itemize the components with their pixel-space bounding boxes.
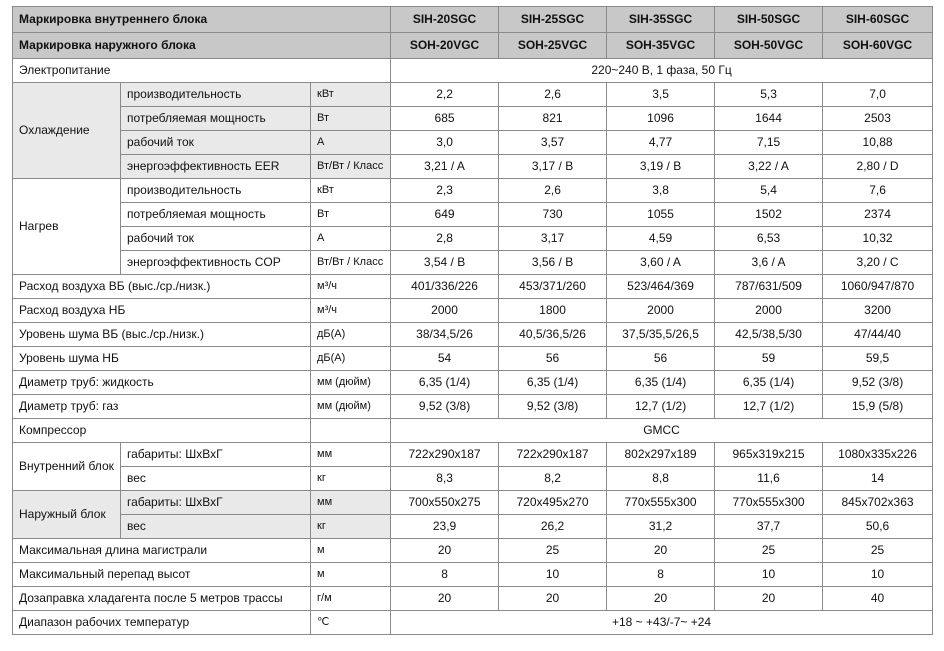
table-row (13, 371, 933, 395)
header-row (13, 33, 933, 59)
value-cell: 37,7 (715, 515, 823, 539)
value-cell: 8,3 (391, 467, 499, 491)
unit-cell: ℃ (311, 611, 391, 635)
value-cell: 10 (715, 563, 823, 587)
indoor-row (13, 443, 933, 467)
param-name: потребляемая мощность (121, 107, 311, 131)
value-cell: 2,3 (391, 179, 499, 203)
model-cell: SOH-50VGC (715, 33, 823, 59)
row-label: Диапазон рабочих температур (13, 611, 311, 635)
model-cell: SOH-35VGC (607, 33, 715, 59)
value-cell: 7,0 (823, 83, 933, 107)
param-name: рабочий ток (121, 131, 311, 155)
table-row (13, 587, 933, 611)
unit-cell: кВт (311, 83, 391, 107)
table-row (13, 611, 933, 635)
table-row (13, 275, 933, 299)
value-cell: 3,19 / B (607, 155, 715, 179)
model-cell: SIH-20SGC (391, 7, 499, 33)
value-cell: 2,2 (391, 83, 499, 107)
heating-row (13, 227, 933, 251)
value-cell: 4,59 (607, 227, 715, 251)
unit-cell: м (311, 539, 391, 563)
row-label: Уровень шума ВБ (выс./ср./низк.) (13, 323, 311, 347)
outdoor-row (13, 515, 933, 539)
unit-cell: м (311, 563, 391, 587)
heating-row (13, 203, 933, 227)
param-name: вес (121, 515, 311, 539)
value-cell: 23,9 (391, 515, 499, 539)
value-cell: 47/44/40 (823, 323, 933, 347)
value-cell: 5,3 (715, 83, 823, 107)
table-row (13, 59, 933, 83)
row-label: Диаметр труб: жидкость (13, 371, 311, 395)
value-cell: 20 (391, 587, 499, 611)
value-cell: 42,5/38,5/30 (715, 323, 823, 347)
row-label: Расход воздуха НБ (13, 299, 311, 323)
group-label: Охлаждение (13, 83, 121, 179)
row-label: Компрессор (13, 419, 311, 443)
value-cell: 1644 (715, 107, 823, 131)
value-cell: 3,20 / C (823, 251, 933, 275)
model-cell: SOH-25VGC (499, 33, 607, 59)
value-cell: 3200 (823, 299, 933, 323)
param-name: энергоэффективность EER (121, 155, 311, 179)
value-cell: 31,2 (607, 515, 715, 539)
model-cell: SIH-35SGC (607, 7, 715, 33)
value-cell: 1060/947/870 (823, 275, 933, 299)
table-row (13, 395, 933, 419)
value-cell: 1096 (607, 107, 715, 131)
unit-cell: А (311, 131, 391, 155)
value-cell: 10 (823, 563, 933, 587)
value-cell: 37,5/35,5/26,5 (607, 323, 715, 347)
value-cell: 20 (391, 539, 499, 563)
unit-cell: г/м (311, 587, 391, 611)
value-cell: 802x297x189 (607, 443, 715, 467)
unit-cell: кг (311, 467, 391, 491)
value-cell: 523/464/369 (607, 275, 715, 299)
value-cell: 722x290x187 (499, 443, 607, 467)
value-cell: 9,52 (3/8) (391, 395, 499, 419)
param-name: производительность (121, 83, 311, 107)
value-cell: 2,6 (499, 83, 607, 107)
value-cell: 25 (499, 539, 607, 563)
cooling-row (13, 107, 933, 131)
cooling-row (13, 83, 933, 107)
value-cell: 2000 (391, 299, 499, 323)
value-cell: 59,5 (823, 347, 933, 371)
value-cell: 10,32 (823, 227, 933, 251)
value-cell: +18 ~ +43/-7~ +24 (391, 611, 933, 635)
value-cell: 3,22 / A (715, 155, 823, 179)
value-cell: 845x702x363 (823, 491, 933, 515)
value-cell: 1055 (607, 203, 715, 227)
value-cell: 453/371/260 (499, 275, 607, 299)
model-cell: SOH-20VGC (391, 33, 499, 59)
value-cell: 15,9 (5/8) (823, 395, 933, 419)
value-cell: 59 (715, 347, 823, 371)
indoor-row (13, 467, 933, 491)
group-label: Внутренний блок (13, 443, 121, 491)
value-cell: 54 (391, 347, 499, 371)
unit-cell (311, 419, 391, 443)
spec-table (12, 6, 933, 635)
unit-cell: м³/ч (311, 299, 391, 323)
row-label: Уровень шума НБ (13, 347, 311, 371)
value-cell: 40 (823, 587, 933, 611)
value-cell: 14 (823, 467, 933, 491)
value-cell: 12,7 (1/2) (715, 395, 823, 419)
value-cell: 787/631/509 (715, 275, 823, 299)
group-label: Наружный блок (13, 491, 121, 539)
value-cell: 1502 (715, 203, 823, 227)
model-cell: SIH-60SGC (823, 7, 933, 33)
unit-cell: Вт/Вт / Класс (311, 155, 391, 179)
value-cell: 3,17 / B (499, 155, 607, 179)
value-cell: 6,35 (1/4) (391, 371, 499, 395)
value-cell: 3,57 (499, 131, 607, 155)
value-cell: 965x319x215 (715, 443, 823, 467)
param-name: энергоэффективность COP (121, 251, 311, 275)
value-cell: 9,52 (3/8) (499, 395, 607, 419)
value-cell: 3,21 / A (391, 155, 499, 179)
value-cell: 722x290x187 (391, 443, 499, 467)
value-cell: 6,35 (1/4) (607, 371, 715, 395)
unit-cell: Вт (311, 107, 391, 131)
cooling-row (13, 155, 933, 179)
value-cell: 401/336/226 (391, 275, 499, 299)
value-cell: 5,4 (715, 179, 823, 203)
unit-cell: мм (дюйм) (311, 395, 391, 419)
unit-cell: мм (дюйм) (311, 371, 391, 395)
value-cell: 10 (499, 563, 607, 587)
unit-cell: А (311, 227, 391, 251)
value-cell: 20 (499, 587, 607, 611)
value-cell: 6,53 (715, 227, 823, 251)
value-cell: GMCC (391, 419, 933, 443)
value-cell: 10,88 (823, 131, 933, 155)
value-cell: 2374 (823, 203, 933, 227)
value-cell: 2000 (607, 299, 715, 323)
unit-cell: кг (311, 515, 391, 539)
value-cell: 821 (499, 107, 607, 131)
value-cell: 56 (607, 347, 715, 371)
cooling-row (13, 131, 933, 155)
value-cell: 20 (607, 587, 715, 611)
value-cell: 20 (715, 587, 823, 611)
value-cell: 26,2 (499, 515, 607, 539)
row-label: Электропитание (13, 59, 391, 83)
unit-cell: дБ(А) (311, 347, 391, 371)
value-cell: 2503 (823, 107, 933, 131)
model-cell: SIH-50SGC (715, 7, 823, 33)
table-row (13, 419, 933, 443)
value-cell: 9,52 (3/8) (823, 371, 933, 395)
value-cell: 7,6 (823, 179, 933, 203)
value-cell: 700x550x275 (391, 491, 499, 515)
value-cell: 4,77 (607, 131, 715, 155)
param-name: вес (121, 467, 311, 491)
value-cell: 3,0 (391, 131, 499, 155)
value-cell: 2000 (715, 299, 823, 323)
table-row (13, 323, 933, 347)
row-label: Максимальная длина магистрали (13, 539, 311, 563)
param-name: производительность (121, 179, 311, 203)
value-cell: 8 (607, 563, 715, 587)
table-row (13, 347, 933, 371)
table-row (13, 563, 933, 587)
unit-cell: кВт (311, 179, 391, 203)
value-cell: 38/34,5/26 (391, 323, 499, 347)
value-cell: 649 (391, 203, 499, 227)
value-cell: 11,6 (715, 467, 823, 491)
value-cell: 3,6 / A (715, 251, 823, 275)
value-cell: 2,6 (499, 179, 607, 203)
param-name: потребляемая мощность (121, 203, 311, 227)
value-cell: 730 (499, 203, 607, 227)
value-cell: 3,54 / B (391, 251, 499, 275)
model-cell: SIH-25SGC (499, 7, 607, 33)
value-cell: 1080x335x226 (823, 443, 933, 467)
value-cell: 770x555x300 (607, 491, 715, 515)
row-label: Расход воздуха ВБ (выс./ср./низк.) (13, 275, 311, 299)
value-cell: 3,17 (499, 227, 607, 251)
unit-cell: мм (311, 443, 391, 467)
value-cell: 6,35 (1/4) (715, 371, 823, 395)
unit-cell: мм (311, 491, 391, 515)
value-cell: 770x555x300 (715, 491, 823, 515)
value-cell: 20 (607, 539, 715, 563)
row-label: Максимальный перепад высот (13, 563, 311, 587)
heating-row (13, 179, 933, 203)
param-name: рабочий ток (121, 227, 311, 251)
param-name: габариты: ШхВхГ (121, 443, 311, 467)
value-cell: 6,35 (1/4) (499, 371, 607, 395)
unit-cell: Вт/Вт / Класс (311, 251, 391, 275)
value-cell: 8 (391, 563, 499, 587)
model-cell: SOH-60VGC (823, 33, 933, 59)
value-cell: 12,7 (1/2) (607, 395, 715, 419)
spec-table-body (13, 7, 933, 635)
row-label: Дозаправка хладагента после 5 метров трассы (13, 587, 311, 611)
value-cell: 25 (715, 539, 823, 563)
value-cell: 685 (391, 107, 499, 131)
value-cell: 7,15 (715, 131, 823, 155)
value-cell: 56 (499, 347, 607, 371)
header-label: Маркировка внутреннего блока (13, 7, 391, 33)
outdoor-row (13, 491, 933, 515)
value-cell: 1800 (499, 299, 607, 323)
value-cell: 40,5/36,5/26 (499, 323, 607, 347)
value-cell: 8,2 (499, 467, 607, 491)
value-cell: 720x495x270 (499, 491, 607, 515)
table-row (13, 539, 933, 563)
unit-cell: м³/ч (311, 275, 391, 299)
row-label: Диаметр труб: газ (13, 395, 311, 419)
unit-cell: дБ(А) (311, 323, 391, 347)
heating-row (13, 251, 933, 275)
header-row (13, 7, 933, 33)
value-cell: 3,8 (607, 179, 715, 203)
value-cell: 50,6 (823, 515, 933, 539)
value-cell: 3,60 / A (607, 251, 715, 275)
value-cell: 25 (823, 539, 933, 563)
param-name: габариты: ШхВхГ (121, 491, 311, 515)
value-cell: 8,8 (607, 467, 715, 491)
value-cell: 3,56 / B (499, 251, 607, 275)
unit-cell: Вт (311, 203, 391, 227)
table-row (13, 299, 933, 323)
group-label: Нагрев (13, 179, 121, 275)
value-cell: 220~240 В, 1 фаза, 50 Гц (391, 59, 933, 83)
value-cell: 3,5 (607, 83, 715, 107)
header-label: Маркировка наружного блока (13, 33, 391, 59)
value-cell: 2,80 / D (823, 155, 933, 179)
value-cell: 2,8 (391, 227, 499, 251)
